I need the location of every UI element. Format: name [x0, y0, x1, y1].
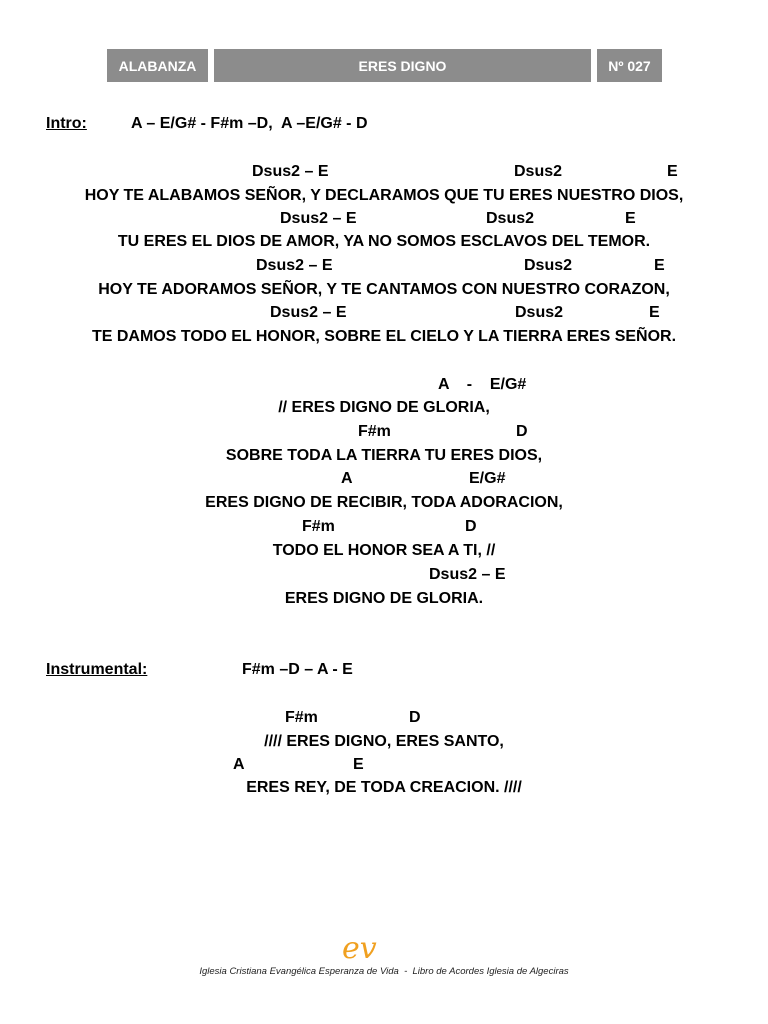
footer-text: Iglesia Cristiana Evangélica Esperanza de Vida - Libro de Acordes Iglesia de Algeciras	[199, 966, 569, 977]
chord: A	[341, 470, 353, 487]
intro-label: Intro:	[46, 115, 87, 132]
chord: D	[409, 709, 421, 726]
chord: Dsus2 – E	[429, 566, 506, 583]
chord: E	[649, 304, 660, 321]
category-badge: ALABANZA	[107, 49, 208, 82]
chord: E	[654, 257, 665, 274]
instrumental-label: Instrumental:	[46, 661, 148, 678]
chord: Dsus2 – E	[256, 257, 333, 274]
chord: E	[625, 210, 636, 227]
chord: E	[667, 163, 678, 180]
lyric-line: HOY TE ADORAMOS SEÑOR, Y TE CANTAMOS CON NUESTRO CORAZON,	[98, 281, 670, 298]
church-logo	[338, 930, 390, 966]
lyric-line: ERES DIGNO DE RECIBIR, TODA ADORACION,	[205, 494, 563, 511]
chord: F#m	[285, 709, 318, 726]
chord: F#m	[358, 423, 391, 440]
chord: Dsus2	[524, 257, 573, 274]
lyric-line: TU ERES EL DIOS DE AMOR, YA NO SOMOS ESCLAVOS DEL TEMOR.	[117, 233, 651, 250]
lyric-line: TE DAMOS TODO EL HONOR, SOBRE EL CIELO Y LA TIERRA ERES SEÑOR.	[91, 328, 677, 345]
chord: D	[516, 423, 528, 440]
lyric-line: ERES DIGNO DE GLORIA.	[284, 590, 484, 607]
chord: Dsus2 – E	[270, 304, 347, 321]
lyric-line: //// ERES DIGNO, ERES SANTO,	[264, 733, 504, 750]
svg-text:ev: ev	[342, 931, 377, 966]
chord: Dsus2	[515, 304, 564, 321]
lyric-line: ERES REY, DE TODA CREACION. ////	[246, 779, 522, 796]
chord: D	[465, 518, 477, 535]
song-number: Nº 027	[597, 49, 662, 82]
intro-chords: A – E/G# - F#m –D, A –E/G# - D	[131, 115, 368, 132]
chord: F#m	[302, 518, 335, 535]
lyric-line: HOY TE ALABAMOS SEÑOR, Y DECLARAMOS QUE TU ERES NUESTRO DIOS,	[84, 187, 684, 204]
chord: A - E/G#	[438, 376, 527, 393]
chord: Dsus2 – E	[252, 163, 329, 180]
chord: Dsus2 – E	[280, 210, 357, 227]
chord: E	[353, 756, 364, 773]
lyric-line: SOBRE TODA LA TIERRA TU ERES DIOS,	[225, 447, 543, 464]
chord: E/G#	[469, 470, 506, 487]
chord: Dsus2	[486, 210, 535, 227]
song-title: ERES DIGNO	[214, 49, 591, 82]
instrumental-chords: F#m –D – A - E	[242, 661, 353, 678]
chord: A	[233, 756, 245, 773]
lyric-line: // ERES DIGNO DE GLORIA,	[278, 399, 490, 416]
lyric-line: TODO EL HONOR SEA A TI, //	[272, 542, 496, 559]
chord: Dsus2	[514, 163, 563, 180]
